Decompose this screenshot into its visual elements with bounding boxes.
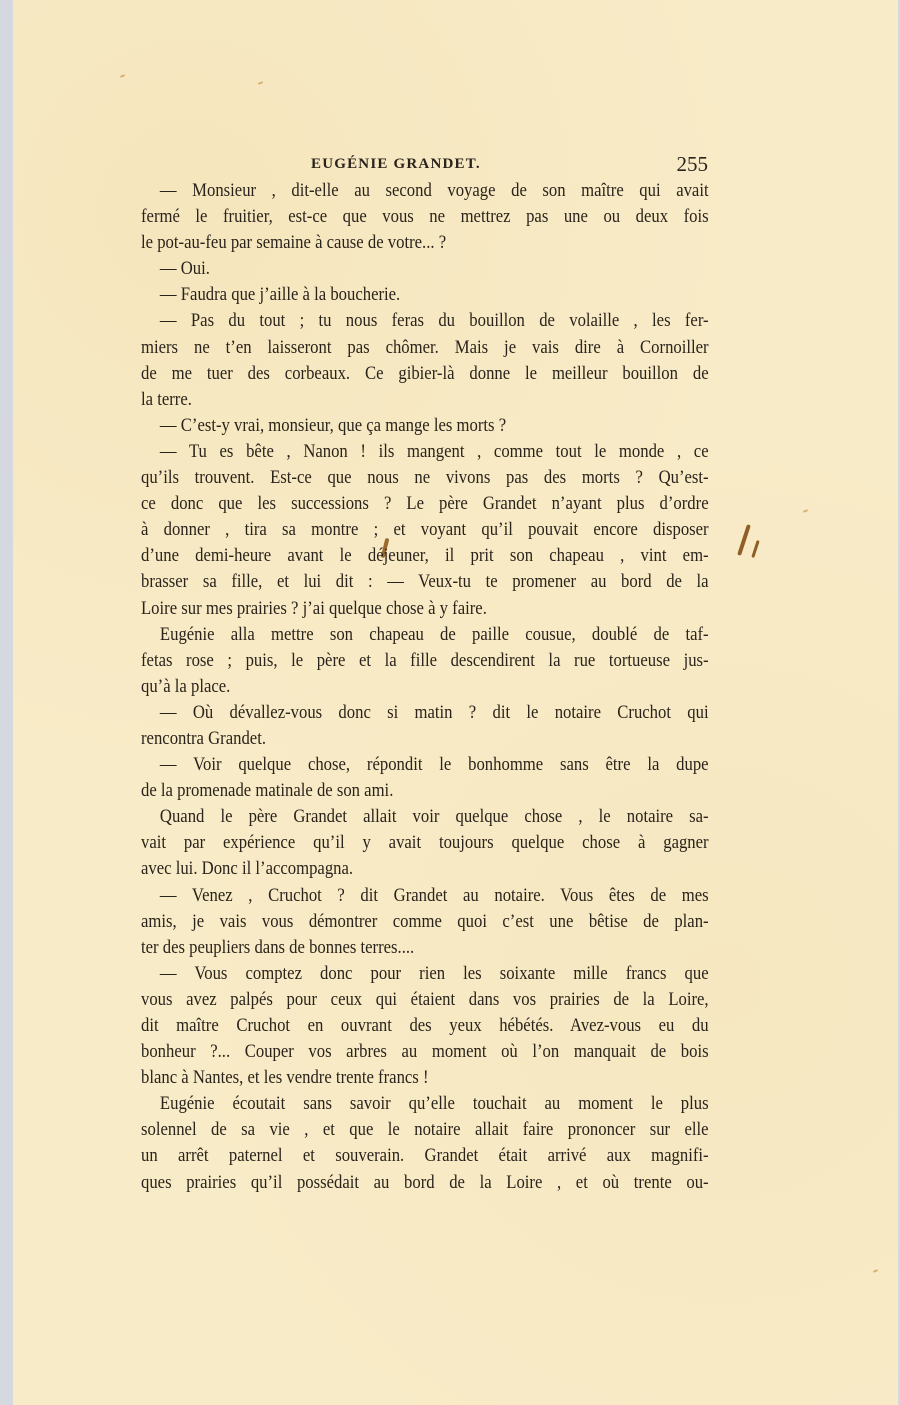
text-line: de la promenade matinale de son ami. (141, 780, 394, 802)
body-text (141, 178, 708, 1196)
text-line: de me tuer des corbeaux. Ce gibier-là donne le meilleur bouillon de (141, 362, 709, 384)
text-line: à donner , tira sa montre ; et voyant qu’il pouvait encore disposer (141, 519, 709, 541)
text-line: fermé le fruitier, est-ce que vous ne mettrez pas une ou deux fois (141, 206, 709, 228)
text-line: — Oui. (159, 258, 210, 280)
text-line: Eugénie alla mettre son chapeau de paille cousue, doublé de taf- (159, 623, 709, 645)
text-line: — C’est-y vrai, monsieur, que ça mange les morts ? (159, 414, 507, 436)
text-line: la terre. (141, 388, 192, 410)
text-line: fetas rose ; puis, le père et la fille descendirent la rue tortueuse jus- (141, 649, 709, 671)
text-line: miers ne t’en laisseront pas chômer. Mais je vais dire à Cornoiller (141, 336, 709, 358)
text-line: vous avez palpés pour ceux qui étaient dans vos prairies de la Loire, (141, 988, 709, 1010)
text-line: — Vous comptez donc pour rien les soixante mille francs que (159, 962, 709, 984)
running-header (141, 150, 708, 178)
text-line: un arrêt paternel et souverain. Grandet était arrivé aux magnifi- (141, 1145, 709, 1167)
page-text (141, 150, 708, 1196)
text-line: qu’à la place. (141, 675, 231, 697)
text-line: bonheur ?... Couper vos arbres au moment où l’on manquait de bois (141, 1041, 709, 1063)
text-line: d’une demi-heure avant le déjeuner, il prit son chapeau , vint em- (141, 545, 709, 567)
text-line: brasser sa fille, et lui dit : — Veux-tu te promener au bord de la (141, 571, 709, 593)
text-line: ter des peupliers dans de bonnes terres.... (141, 936, 415, 958)
text-line: Eugénie écoutait sans savoir qu’elle touchait au moment le plus (159, 1093, 709, 1115)
text-line: ce donc que les successions ? Le père Grandet n’ayant plus d’ordre (141, 493, 709, 515)
text-line: — Faudra que j’aille à la boucherie. (159, 284, 401, 306)
text-line: Loire sur mes prairies ? j’ai quelque chose à y faire. (141, 597, 487, 619)
text-line: dit maître Cruchot en ouvrant des yeux hébétés. Avez-vous eu du (141, 1015, 709, 1036)
page-number: 255 (676, 152, 708, 176)
text-line: — Venez , Cruchot ? dit Grandet au notaire. Vous êtes de mes (159, 884, 709, 906)
text-line: qu’ils trouvent. Est-ce que nous ne vivons pas des morts ? Qu’est- (141, 467, 709, 489)
text-line: amis, je vais vous démontrer comme quoi c’est une bêtise de plan- (141, 910, 709, 932)
text-line: avec lui. Donc il l’accompagna. (141, 858, 354, 880)
text-line: solennel de sa vie , et que le notaire allait faire prononcer sur elle (141, 1119, 709, 1141)
text-line: rencontra Grandet. (141, 727, 267, 749)
text-line: — Tu es bête , Nanon ! ils mangent , comme tout le monde , ce (159, 440, 709, 462)
text-line: — Voir quelque chose, répondit le bonhomme sans être la dupe (159, 754, 709, 776)
text-line: — Monsieur , dit-elle au second voyage de son maître qui avait (159, 180, 709, 201)
text-line: le pot-au-feu par semaine à cause de votre... ? (141, 232, 447, 254)
text-line: ques prairies qu’il possédait au bord de la Loire , et où trente ou- (141, 1171, 709, 1193)
running-title: EUGÉNIE GRANDET. (311, 156, 481, 172)
text-line: blanc à Nantes, et les vendre trente francs ! (141, 1067, 429, 1089)
text-line: — Pas du tout ; tu nous feras du bouillon de volaille , les fer- (159, 310, 709, 332)
text-line: — Où dévallez-vous donc si matin ? dit le notaire Cruchot qui (159, 701, 709, 723)
text-line: vait par expérience qu’il y avait toujours quelque chose à gagner (141, 832, 709, 854)
text-line: Quand le père Grandet allait voir quelque chose , le notaire sa- (159, 806, 709, 828)
margin-correction-mark (736, 522, 766, 562)
